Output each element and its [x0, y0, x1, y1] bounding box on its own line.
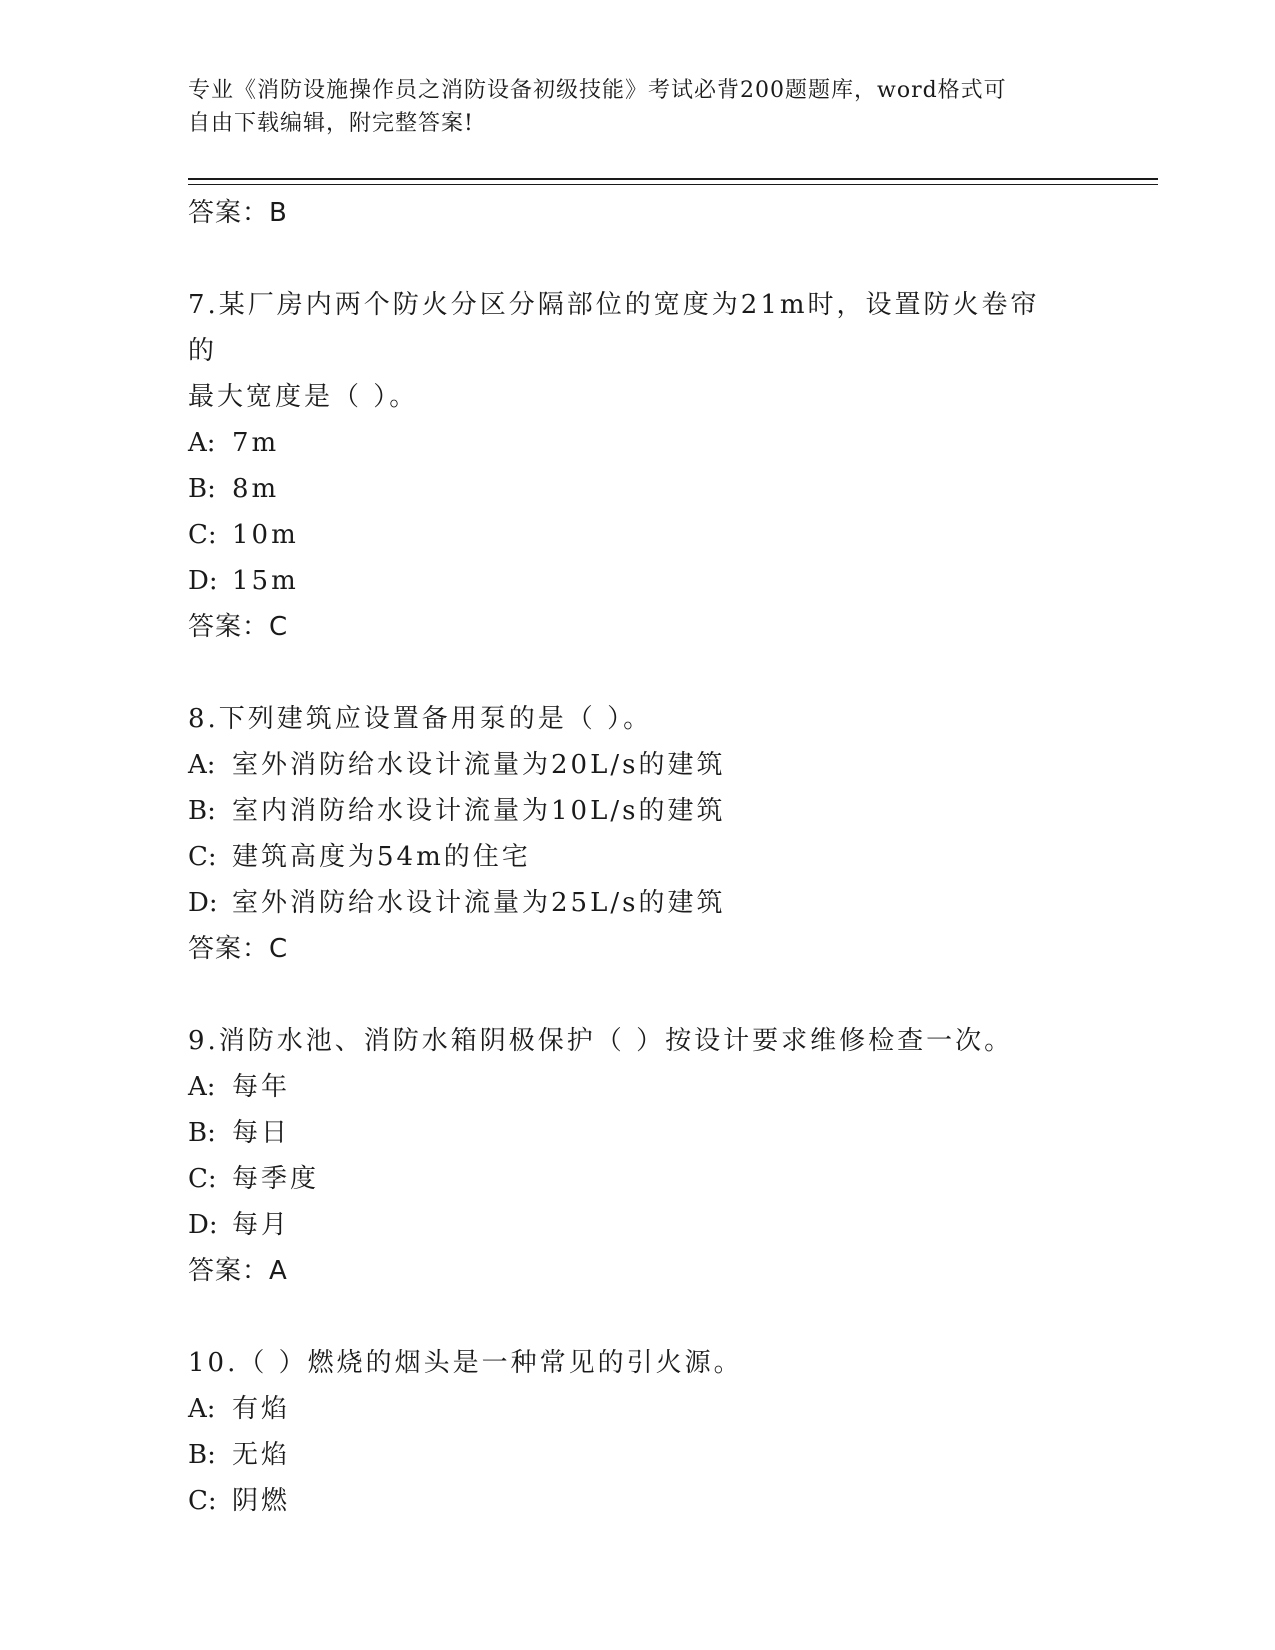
spacer [188, 1294, 1068, 1340]
spacer [188, 972, 1068, 1018]
question-block-7 [188, 282, 1068, 650]
option-b [188, 1432, 1068, 1478]
option-c [188, 1156, 1068, 1202]
option-letter: B: [188, 1118, 216, 1148]
option-text: 每年 [232, 1072, 291, 1102]
option-letter: B: [188, 474, 216, 504]
option-letter: A: [188, 750, 216, 780]
option-c [188, 512, 1068, 558]
option-letter: C: [188, 1164, 217, 1194]
option-d [188, 880, 1068, 926]
question-list [188, 190, 1068, 1524]
option-b [188, 1110, 1068, 1156]
option-text: 室内消防给水设计流量为10L/s的建筑 [232, 796, 726, 826]
option-text: 每日 [232, 1118, 291, 1148]
question-stem: 10.（ ）燃烧的烟头是一种常见的引火源。 [188, 1348, 743, 1378]
spacer [188, 236, 1068, 282]
option-letter: B: [188, 796, 216, 826]
option-letter: A: [188, 1072, 216, 1102]
answer-line: 答案：A [188, 1256, 288, 1286]
option-a [188, 1386, 1068, 1432]
question-block-8 [188, 696, 1068, 972]
option-text: 建筑高度为54m的住宅 [232, 842, 531, 872]
spacer [188, 650, 1068, 696]
answer-line: 答案：C [188, 934, 289, 964]
answer-line: 答案：C [188, 612, 289, 642]
option-letter: C: [188, 1486, 217, 1516]
option-letter: C: [188, 842, 217, 872]
option-letter: A: [188, 1394, 216, 1424]
option-letter: D: [188, 888, 218, 918]
question-stem: 7.某厂房内两个防火分区分隔部位的宽度为21m时，设置防火卷帘的 [188, 290, 1040, 366]
option-text: 室外消防给水设计流量为20L/s的建筑 [232, 750, 726, 780]
question-stem-continued: 最大宽度是（ ）。 [188, 382, 419, 412]
option-c [188, 834, 1068, 880]
header-divider-thin [188, 184, 1158, 185]
option-text: 有焰 [232, 1394, 291, 1424]
option-text: 阴燃 [232, 1486, 291, 1516]
option-letter: B: [188, 1440, 216, 1470]
option-text: 无焰 [232, 1440, 291, 1470]
question-block-10 [188, 1340, 1068, 1524]
option-a [188, 420, 1068, 466]
option-letter: D: [188, 566, 218, 596]
option-letter: C: [188, 520, 217, 550]
option-b [188, 466, 1068, 512]
option-a [188, 742, 1068, 788]
answer-line: 答案：B [188, 198, 288, 228]
header-divider-thick [188, 178, 1158, 180]
option-letter: D: [188, 1210, 218, 1240]
option-b [188, 788, 1068, 834]
header-line-2: 自由下载编辑，附完整答案! [188, 111, 474, 136]
header-line-1: 专业《消防设施操作员之消防设备初级技能》考试必背200题题库，word格式可 [188, 78, 1007, 103]
option-d [188, 1202, 1068, 1248]
option-c [188, 1478, 1068, 1524]
option-text: 15m [232, 566, 299, 596]
option-text: 每季度 [232, 1164, 320, 1194]
question-stem: 9.消防水池、消防水箱阴极保护（ ）按设计要求维修检查一次。 [188, 1026, 1014, 1056]
option-text: 10m [232, 520, 299, 550]
option-text: 室外消防给水设计流量为25L/s的建筑 [232, 888, 726, 918]
option-text: 8m [232, 474, 280, 504]
option-d [188, 558, 1068, 604]
option-text: 7m [232, 428, 280, 458]
question-stem: 8.下列建筑应设置备用泵的是（ ）。 [188, 704, 653, 734]
option-a [188, 1064, 1068, 1110]
document-header [188, 74, 1068, 140]
option-text: 每月 [232, 1210, 291, 1240]
question-block-9 [188, 1018, 1068, 1294]
option-letter: A: [188, 428, 216, 458]
